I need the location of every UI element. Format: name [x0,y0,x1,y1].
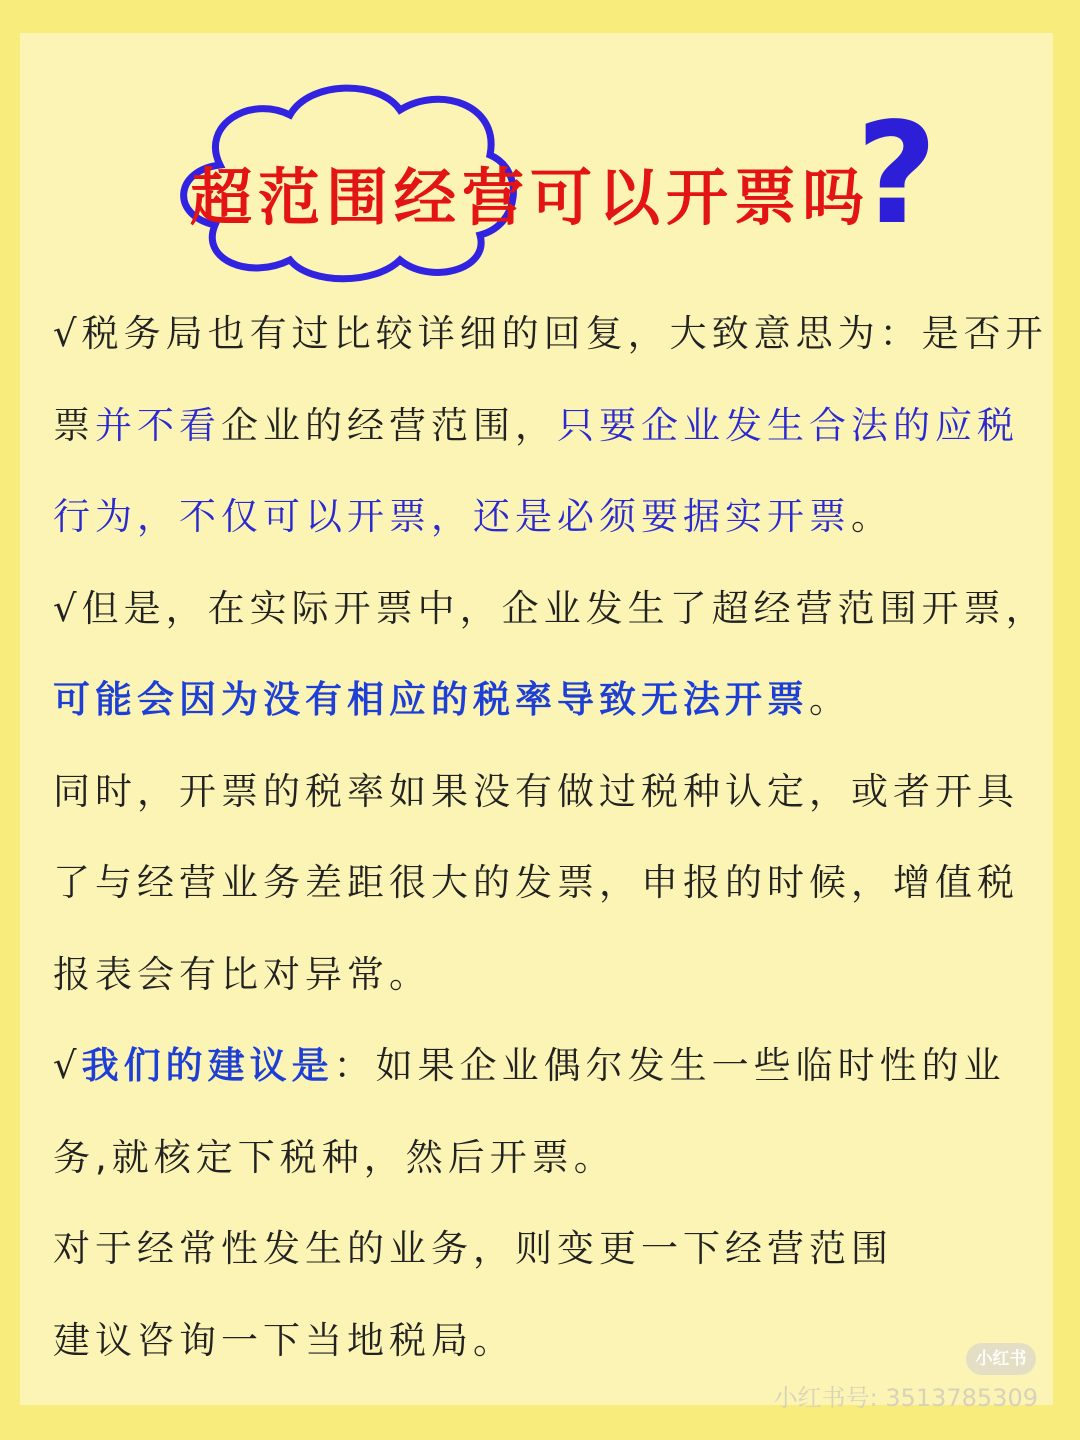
text-span: 。 [809,678,851,721]
paragraph-advice [53,1020,1053,1203]
check-icon: √ [53,1044,82,1087]
check-icon: √ [53,312,82,355]
question-mark-icon: ? [856,93,938,256]
paragraph-reply [53,288,1053,563]
text-span: 但是，在实际开票中，企业发生了超经营范围开票， [81,586,1048,630]
watermark-text: 小红书号: 3513785309 [773,1384,1038,1412]
paragraph-consult [53,1295,1053,1387]
paragraph-tax-rate [53,746,1053,1021]
text-span: ：如果企业偶尔发生一些临时性的业务,就核定下税种，然后开票。 [53,1044,1006,1179]
check-icon: √ [53,586,82,630]
highlight-span: 可能会因为没有相应的税率导致无法开票 [53,678,809,721]
paragraph-regular [53,1203,1053,1295]
paragraph-practice [53,563,1053,746]
text-span: 税务局也有过比较详细的回复，大致意思为：是否开票 [53,312,1048,447]
platform-logo: 小红书 [966,1343,1036,1375]
title-area [0,0,1080,300]
text-span: 同时，开票的税率如果没有做过税种认定，或者开具了与经营业务差距很大的发票，申报的时候，增值税报表会有比对异常。 [53,769,1019,996]
article-body [53,288,1053,1386]
text-span: 。 [851,495,893,538]
page-title: 超范围经营可以开票吗 [190,161,871,234]
text-span: 建议咨询一下当地税局。 [53,1318,515,1362]
highlight-span: 我们的建议是 [81,1044,334,1087]
text-span: 对于经常性发生的业务，则变更一下经营范围 [53,1227,893,1270]
highlight-span: 并不看 [95,403,221,447]
highlight-span: 只要企业发生合法的应税行为，不仅可以开票，还是必须要据实开票 [53,403,1019,538]
text-span: 企业的经营范围， [221,403,557,447]
